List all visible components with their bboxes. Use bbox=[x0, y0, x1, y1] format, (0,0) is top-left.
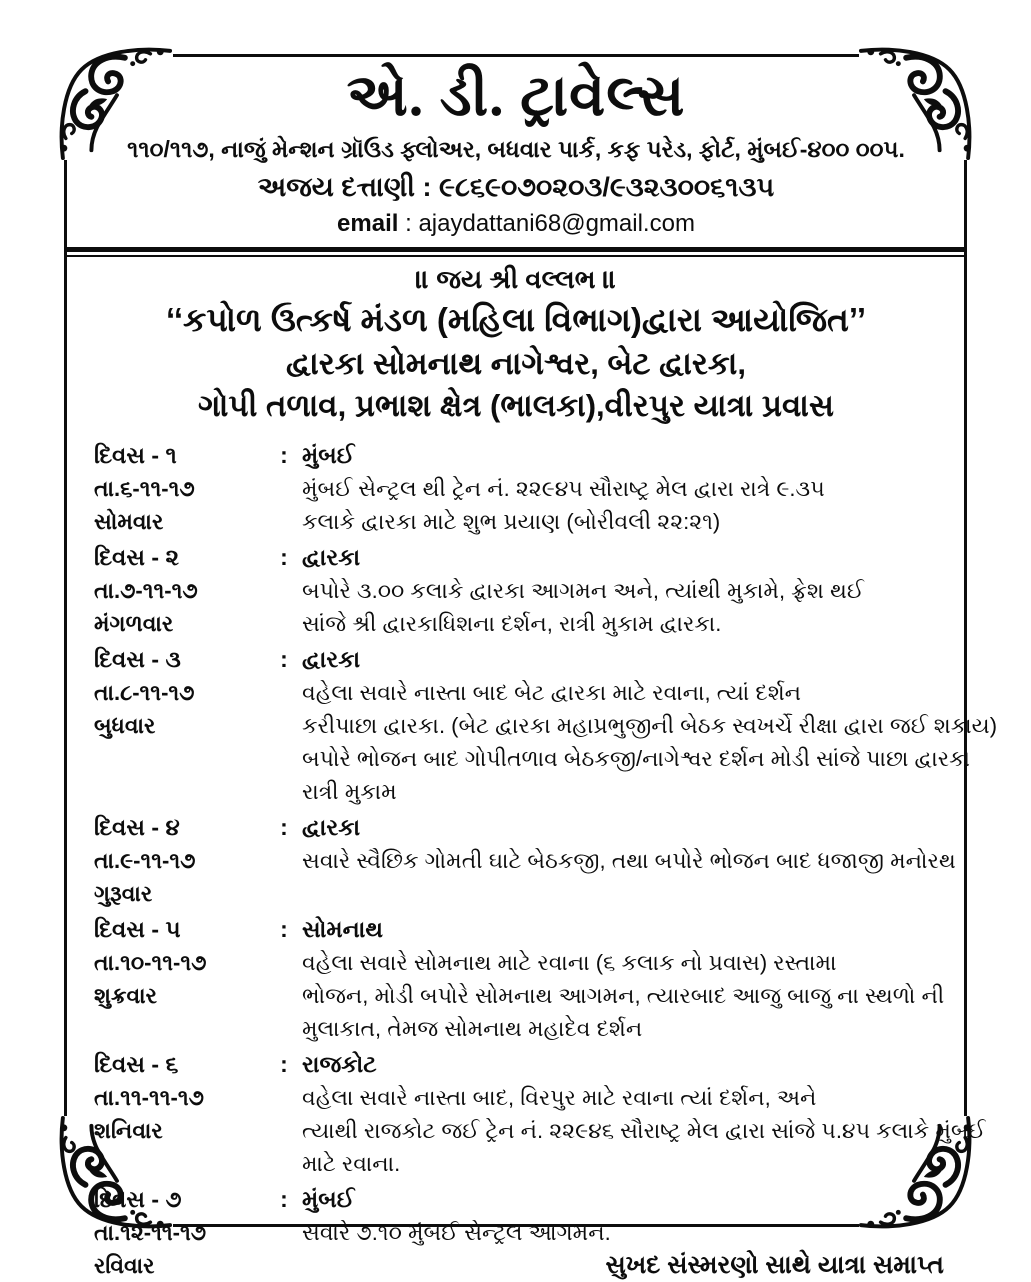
route-line-1: દ્વારકા સોમનાથ નાગેશ્વર, બેટ દ્વારકા, bbox=[285, 345, 746, 381]
invocation-text: ॥ જય શ્રી વલ્લભ ॥ bbox=[415, 263, 617, 294]
organizer-line: ‘‘કપોળ ઉત્કર્ષ મંડળ (મહિલા વિભાગ)દ્વારા આયોજિત’’ bbox=[165, 300, 867, 338]
flyer-body bbox=[68, 57, 998, 1280]
detail-cell bbox=[302, 505, 944, 538]
day-colon: : bbox=[280, 1186, 288, 1213]
day-header-row bbox=[94, 541, 944, 574]
row-left-label: શુક્રવાર bbox=[94, 983, 157, 1009]
agency-address: ૧૧૦/૧૧૭, નાજું મેન્શન ગ્રૉઉડ ફ્લોઅર, બધવાર પાર્ક, કફ પરેડ, ફોર્ટ, મુંબઈ-૪૦૦ ૦૦૫. bbox=[127, 135, 905, 162]
detail-line: વહેલા સવારે નાસ્તા બાદ, વિરપુર માટે રવાના ત્યાં દર્શન, અને bbox=[302, 1085, 817, 1111]
day-location: દ્વારકા bbox=[302, 544, 361, 571]
row-left-label: તા.૧૦-૧૧-૧૭ bbox=[94, 950, 207, 976]
detail-cell bbox=[302, 472, 944, 505]
detail-line: રાત્રી મુકામ bbox=[302, 779, 397, 805]
detail-line: સવારે ૭.૧૦ મુંબઈ સેન્ટ્રલ આગમન. bbox=[302, 1220, 611, 1246]
day-label: દિવસ - ૨ bbox=[94, 544, 179, 571]
day-colon: : bbox=[280, 442, 288, 469]
detail-line: બપોરે ૩.૦૦ કલાકે દ્વારકા આગમન અને, ત્યાંથી મુકામે, ફ્રેશ થઈ bbox=[302, 578, 864, 604]
detail-line: ભોજન, મોડી બપોરે સોમનાથ આગમન, ત્યારબાદ આજુ બાજુ ના સ્થળો ની bbox=[302, 983, 945, 1009]
row-left-label: રવિવાર bbox=[94, 1253, 155, 1279]
contact-phone: અજય દત્તાણી : ૯૮૬૯૦૭૦૨૦૩/૯૩૨૩૦૦૬૧૩૫ bbox=[257, 171, 775, 202]
detail-line: મુંબઈ સેન્ટ્રલ થી ટ્રેન નં. ૨૨૯૪૫ સૌરાષ્ટ્ર મેલ દ્વારા રાત્રે ૯.૩૫ bbox=[302, 476, 825, 502]
frame-border-left bbox=[64, 160, 67, 1116]
day-header-row bbox=[94, 913, 944, 946]
itinerary-row bbox=[94, 1216, 944, 1249]
detail-line bbox=[302, 877, 944, 910]
row-left-label: તા.૭-૧૧-૧૭ bbox=[94, 578, 198, 604]
day-header-row bbox=[94, 643, 944, 676]
itinerary-row bbox=[94, 607, 944, 640]
itinerary-row bbox=[94, 1081, 944, 1114]
itinerary-row bbox=[94, 472, 944, 505]
closing-note: સુખદ સંસ્મરણો સાથે યાત્રા સમાપ્ત bbox=[605, 1251, 944, 1280]
day-label: દિવસ - ૧ bbox=[94, 442, 177, 469]
email-address: ajaydattani68@gmail.com bbox=[418, 209, 695, 237]
row-left-label: તા.૬-૧૧-૧૭ bbox=[94, 476, 195, 502]
detail-line: મુલાકાત, તેમજ સોમનાથ મહાદેવ દર્શન bbox=[302, 1016, 643, 1042]
day-header-row bbox=[94, 1048, 944, 1081]
day-colon: : bbox=[280, 814, 288, 841]
route-line-2: ગોપી તળાવ, પ્રભાશ ક્ષેત્ર (ભાલકા),વીરપુર યાત્રા પ્રવાસ bbox=[198, 388, 834, 424]
day-location: દ્વારકા bbox=[302, 814, 361, 841]
detail-line: માટે રવાના. bbox=[302, 1151, 401, 1177]
day-location: સોમનાથ bbox=[302, 916, 384, 943]
itinerary-row bbox=[94, 1249, 944, 1282]
detail-cell bbox=[302, 979, 944, 1045]
day-location: રાજકોટ bbox=[302, 1051, 377, 1078]
day-colon: : bbox=[280, 544, 288, 571]
detail-cell bbox=[302, 676, 944, 709]
day-location: મુંબઈ bbox=[302, 442, 355, 469]
day-colon: : bbox=[280, 916, 288, 943]
day-label: દિવસ - ૬ bbox=[94, 1051, 179, 1078]
frame-border-right bbox=[964, 160, 967, 1116]
row-left-label: બુધવાર bbox=[94, 713, 156, 739]
row-left-label: તા.૯-૧૧-૧૭ bbox=[94, 848, 196, 874]
detail-line: સવારે સ્વૈછિક ગોમતી ઘાટે બેઠકજી, તથા બપોરે ભોજન બાદ ધજાજી મનોરથ bbox=[302, 848, 956, 874]
itinerary-row bbox=[94, 946, 944, 979]
detail-line: વહેલા સવારે નાસ્તા બાદ બેટ દ્વારકા માટે રવાના, ત્યાં દર્શન bbox=[302, 680, 802, 706]
detail-cell bbox=[302, 946, 944, 979]
detail-line: ત્યાથી રાજકોટ જઈ ટ્રેન નં. ૨૨૯૪૬ સૌરાષ્ટ્ર મેલ દ્વારા સાંજે ૫.૪૫ કલાકે મુંબઈ bbox=[302, 1118, 986, 1144]
detail-line: કરીપાછા દ્વારકા. (બેટ દ્વારકા મહાપ્રભુજીની બેઠક સ્વખર્ચે રીક્ષા દ્વારા જઈ શકાય) bbox=[302, 713, 998, 739]
row-left-label: તા.૮-૧૧-૧૭ bbox=[94, 680, 195, 706]
day-label: દિવસ - ૭ bbox=[94, 1186, 182, 1213]
detail-line: કલાકે દ્વારકા માટે શુભ પ્રયાણ (બોરીવલી ૨૨:૨૧) bbox=[302, 509, 721, 535]
day-location: મુંબઈ bbox=[302, 1186, 355, 1213]
day-header-row bbox=[94, 1183, 944, 1216]
itinerary-row bbox=[94, 979, 944, 1045]
itinerary-row bbox=[94, 844, 956, 877]
email-separator: : bbox=[405, 209, 412, 237]
row-left-label: સોમવાર bbox=[94, 509, 164, 535]
day-label: દિવસ - ૪ bbox=[94, 814, 180, 841]
detail-cell bbox=[302, 574, 944, 607]
day-colon: : bbox=[280, 646, 288, 673]
detail-line: સાંજે શ્રી દ્વારકાધિશના દર્શન, રાત્રી મુકામ દ્વારકા. bbox=[302, 611, 722, 637]
row-left-label: તા.૧૧-૧૧-૧૭ bbox=[94, 1085, 204, 1111]
detail-cell bbox=[302, 607, 944, 640]
detail-cell bbox=[302, 1081, 944, 1114]
email-line bbox=[68, 210, 964, 238]
itinerary-row bbox=[94, 676, 944, 709]
day-label: દિવસ - ૫ bbox=[94, 916, 181, 943]
agency-title: એ. ડી. ટ્રાવેલ્સ bbox=[346, 63, 686, 128]
detail-cell bbox=[302, 709, 997, 808]
detail-cell bbox=[302, 877, 944, 910]
row-left-label: શનિવાર bbox=[94, 1118, 163, 1144]
row-left-label: તા.૧૨-૧૧-૧૭ bbox=[94, 1220, 207, 1246]
itinerary-row bbox=[94, 1114, 986, 1180]
day-label: દિવસ - ૩ bbox=[94, 646, 181, 673]
day-location: દ્વારકા bbox=[302, 646, 361, 673]
detail-cell bbox=[302, 1216, 944, 1249]
itinerary-row bbox=[94, 505, 944, 538]
email-label: email bbox=[337, 209, 399, 237]
detail-cell bbox=[302, 1249, 944, 1282]
row-left-label: ગુરૂવાર bbox=[94, 881, 153, 907]
itinerary-row bbox=[94, 574, 944, 607]
day-header-row bbox=[94, 811, 944, 844]
row-left-label: મંગળવાર bbox=[94, 611, 174, 637]
detail-cell bbox=[302, 844, 956, 877]
detail-line: વહેલા સવારે સોમનાથ માટે રવાના (૬ કલાક નો પ્રવાસ) રસ્તામા bbox=[302, 950, 837, 976]
header-divider bbox=[65, 247, 967, 257]
itinerary-row bbox=[94, 709, 998, 808]
itinerary-table bbox=[94, 439, 998, 1282]
detail-line: બપોરે ભોજન બાદ ગોપીતળાવ બેઠકજી/નાગેશ્વર દર્શન મોડી સાંજે પાછા દ્વારકા bbox=[302, 746, 971, 772]
detail-cell bbox=[302, 1114, 986, 1180]
day-header-row bbox=[94, 439, 944, 472]
itinerary-row bbox=[94, 877, 944, 910]
day-colon: : bbox=[280, 1051, 288, 1078]
